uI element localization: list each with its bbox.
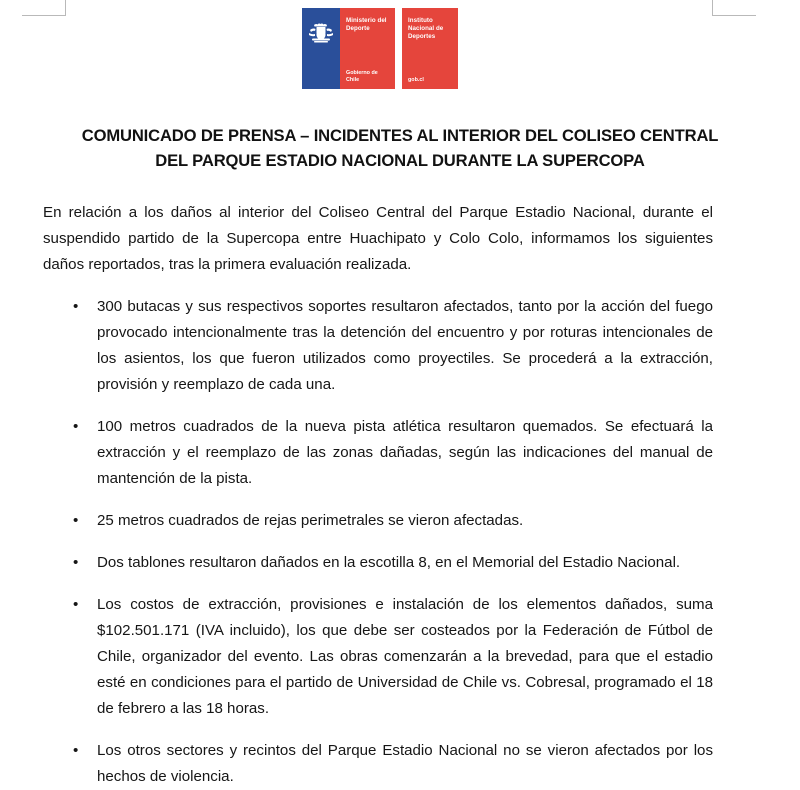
- list-item: [43, 508, 713, 534]
- logo-panel-separator: [395, 8, 402, 89]
- logo-ministry-panel: [340, 8, 395, 89]
- institutional-logo-lockup: [302, 8, 458, 89]
- logo-institute-panel: [402, 8, 458, 89]
- logo-ministry-name: Ministerio del Deporte: [346, 17, 387, 33]
- crop-mark-horizontal-rule: [22, 15, 66, 16]
- logo-institute-name: Instituto Nacional de Deportes: [408, 17, 444, 41]
- list-item: [43, 294, 713, 398]
- logo-ministry-government: Gobierno de Chile: [346, 70, 378, 83]
- list-item: [43, 550, 713, 576]
- bullet-icon: •: [73, 512, 79, 529]
- bullet-icon: •: [73, 742, 79, 759]
- crop-mark-top-left: [22, 0, 66, 16]
- bullet-icon: •: [73, 418, 79, 435]
- crop-mark-horizontal-rule: [712, 15, 756, 16]
- crop-mark-vertical-rule: [712, 0, 713, 16]
- list-item-text: 100 metros cuadrados de la nueva pista atlética resultaron quemados. Se efectuará la extracción y el reemplazo de las zonas dañadas, según las indicaciones del manual de mantención de la pista.: [97, 418, 713, 487]
- list-item-text: Dos tablones resultaron dañados en la escotilla 8, en el Memorial del Estadio Nacional.: [97, 554, 681, 571]
- logo-blue-panel: [302, 8, 340, 89]
- list-item-text: 300 butacas y sus respectivos soportes resultaron afectados, tanto por la acción del fuego provocado intencionalmente tras la detención del encuentro y por roturas intencionales de los asientos, los que fueron utilizados como proyectiles. Se procederá a la extracción, provisión y reemplazo de cada una.: [97, 298, 713, 393]
- list-item-text: Los otros sectores y recintos del Parque Estadio Nacional no se vieron afectados por los hechos de violencia.: [97, 742, 713, 785]
- list-item-text: Los costos de extracción, provisiones e instalación de los elementos dañados, suma $102.501.171 (IVA incluido), los que debe ser costeados por la Federación de Fútbol de Chile, organizador del evento. Las obras comenzarán a la brevedad, para que el estadio esté en condiciones para el partido de Universidad de Chile vs. Cobresal, programado el 18 de febrero a las 18 horas.: [97, 596, 713, 717]
- crop-mark-top-right: [712, 0, 756, 16]
- bullet-icon: •: [73, 554, 79, 571]
- crop-mark-vertical-rule: [65, 0, 66, 16]
- list-item-text: 25 metros cuadrados de rejas perimetrales se vieron afectadas.: [97, 512, 524, 529]
- intro-paragraph: En relación a los daños al interior del Coliseo Central del Parque Estadio Nacional, durante el suspendido partido de la Supercopa entre Huachipato y Colo Colo, informamos los siguientes daños reportados, tras la primera evaluación realizada.: [43, 204, 713, 273]
- coat-of-arms-icon: [307, 22, 335, 44]
- logo-institute-website: gob.cl: [408, 76, 424, 83]
- list-item: [43, 414, 713, 492]
- document-body: [43, 200, 713, 790]
- page-title: [44, 123, 756, 173]
- bullet-icon: •: [73, 298, 79, 315]
- page-title-line-1: COMUNICADO DE PRENSA – INCIDENTES AL INTERIOR DEL COLISEO CENTRAL: [81, 126, 719, 146]
- bullet-icon: •: [73, 596, 79, 613]
- page-title-line-2: DEL PARQUE ESTADIO NACIONAL DURANTE LA SUPERCOPA: [155, 151, 645, 171]
- list-item: [43, 738, 713, 790]
- damage-report-list: [43, 294, 713, 790]
- list-item: [43, 592, 713, 722]
